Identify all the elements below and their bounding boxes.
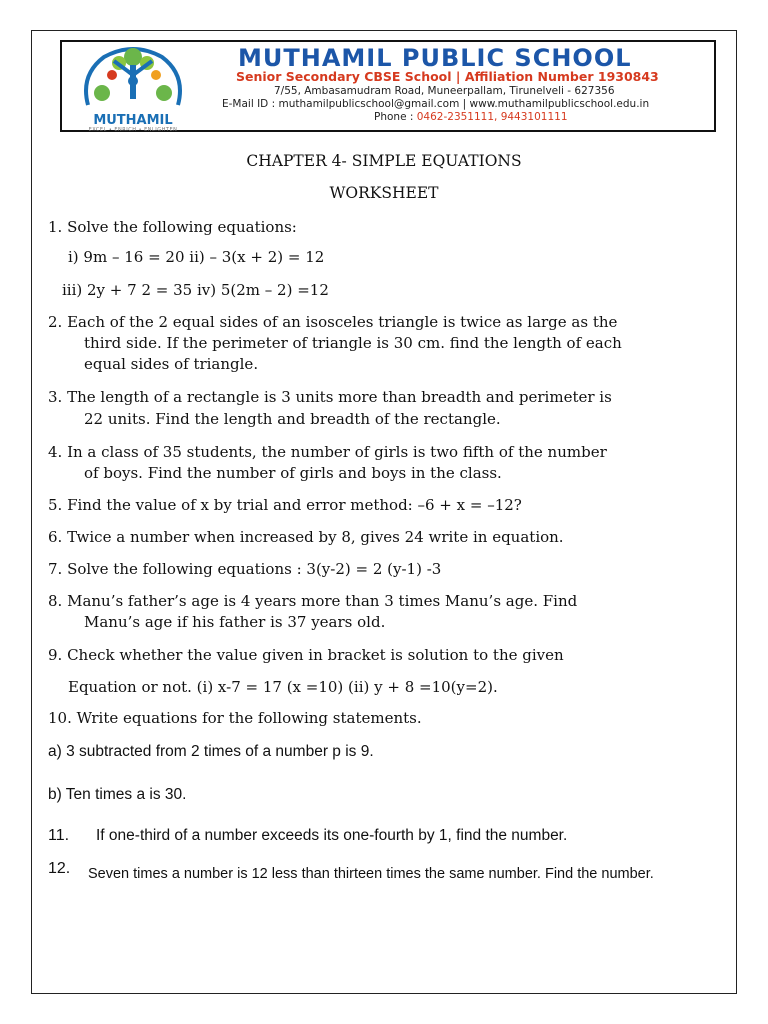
question-12-number: 12. xyxy=(48,860,71,877)
question-11: If one-third of a number exceeds its one-fourth by 1, find the number. xyxy=(96,827,568,844)
question-9-line-2: Equation or not. (i) x-7 = 17 (x =10) (ii) y + 8 =10(y=2). xyxy=(68,678,498,696)
question-1-line-1: i) 9m – 16 = 20 ii) – 3(x + 2) = 12 xyxy=(68,248,325,266)
question-7: 7. Solve the following equations : 3(y-2) = 2 (y-1) -3 xyxy=(48,560,442,578)
logo-tagline: EXCEL • ENRICH • ENLIGHTEN xyxy=(88,127,178,133)
question-8: 8. Manu’s father’s age is 4 years more than 3 times Manu’s age. Find xyxy=(48,592,578,610)
phone-label: Phone : xyxy=(374,111,417,123)
question-12: Seven times a number is 12 less than thirteen times the same number. Find the number. xyxy=(88,866,654,882)
question-10a: a) 3 subtracted from 2 times of a number p is 9. xyxy=(48,743,374,760)
question-6: 6. Twice a number when increased by 8, gives 24 write in equation. xyxy=(48,528,564,546)
question-1: 1. Solve the following equations: xyxy=(48,218,297,236)
school-phone xyxy=(374,111,568,123)
question-4: 4. In a class of 35 students, the number of girls is two fifth of the number xyxy=(48,443,607,461)
question-2: 2. Each of the 2 equal sides of an isosceles triangle is twice as large as the xyxy=(48,313,618,331)
question-11-number: 11. xyxy=(48,827,70,844)
school-logo xyxy=(74,45,192,133)
question-4-line-2: of boys. Find the number of girls and boys in the class. xyxy=(84,464,502,482)
question-10: 10. Write equations for the following statements. xyxy=(48,709,422,727)
question-2-line-2: third side. If the perimeter of triangle is 30 cm. find the length of each xyxy=(84,334,622,352)
question-10b: b) Ten times a is 30. xyxy=(48,786,187,803)
question-1-line-2: iii) 2y + 7 2 = 35 iv) 5(2m – 2) =12 xyxy=(62,281,329,299)
school-header xyxy=(60,40,716,132)
school-email: E-Mail ID : muthamilpublicschool@gmail.com | www.muthamilpublicschool.edu.in xyxy=(222,98,650,110)
question-3-line-2: 22 units. Find the length and breadth of the rectangle. xyxy=(84,410,501,428)
question-2-line-3: equal sides of triangle. xyxy=(84,355,259,373)
school-name: MUTHAMIL PUBLIC SCHOOL xyxy=(238,44,632,72)
question-9: 9. Check whether the value given in bracket is solution to the given xyxy=(48,646,564,664)
question-8-line-2: Manu’s age if his father is 37 years old. xyxy=(84,613,386,631)
logo-wordmark: MUTHAMIL xyxy=(93,113,173,128)
question-5: 5. Find the value of x by trial and error method: –6 + x = –12? xyxy=(48,496,522,514)
phone-numbers: 0462-2351111, 9443101111 xyxy=(416,111,568,123)
chapter-title: CHAPTER 4- SIMPLE EQUATIONS xyxy=(246,152,522,170)
school-address: 7/55, Ambasamudram Road, Muneerpallam, Tirunelveli - 627356 xyxy=(274,85,615,97)
tree-emblem-icon xyxy=(74,45,192,115)
question-3: 3. The length of a rectangle is 3 units more than breadth and perimeter is xyxy=(48,388,612,406)
worksheet-title: WORKSHEET xyxy=(329,184,439,202)
school-affiliation: Senior Secondary CBSE School | Affiliation Number 1930843 xyxy=(236,69,659,84)
